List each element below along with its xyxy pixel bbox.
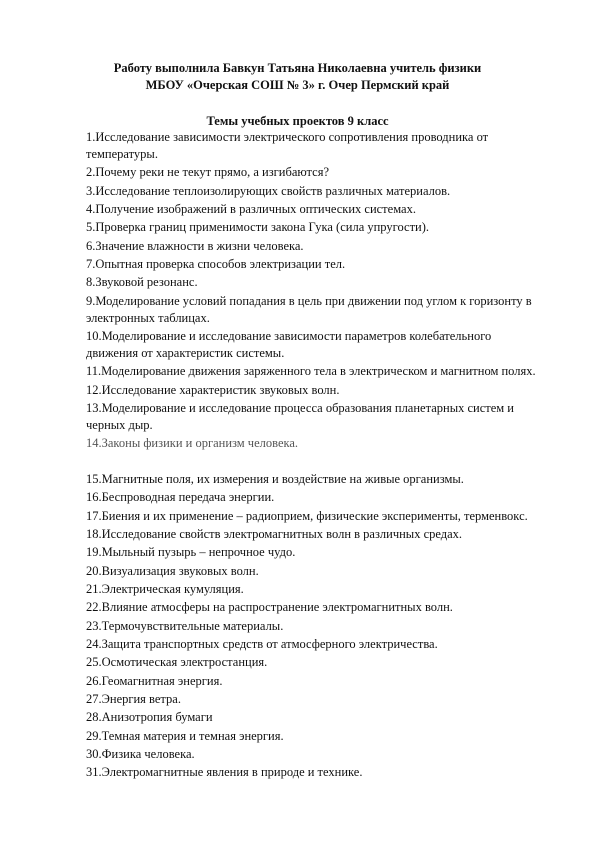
list-item: 7.Опытная проверка способов электризации тел. [86,257,346,272]
list-item: 30.Физика человека. [86,746,195,761]
list-item: 8.Звуковой резонанс. [86,275,198,290]
list-item: 26.Геомагнитная энергия. [86,673,223,688]
list-item: 14.Законы физики и организм человека. [86,436,299,451]
list-item: 5.Проверка границ применимости закона Гука (сила упругости). [86,220,430,235]
list-item: 19.Мыльный пузырь – непрочное чудо. [86,545,296,560]
spacer [86,454,546,471]
list-item: 22.Влияние атмосферы на распространение электромагнитных волн. [86,600,453,615]
list-item: 15.Магнитные поля, их измерения и воздействие на живые организмы. [86,471,464,486]
list-item: 3.Исследование теплоизолирующих свойств различных материалов. [86,183,451,198]
list-item: 18.Исследование свойств электромагнитных волн в различных средах. [86,526,463,541]
topics-list [86,129,546,783]
list-item: 2.Почему реки не текут прямо, а изгибаются? [86,165,329,180]
school-line: МБОУ «Очерская СОШ № 3» г. Очер Пермский край [145,78,450,92]
list-item: 6.Значение влажности в жизни человека. [86,238,304,253]
list-item: 28.Анизотропия бумаги [86,710,213,725]
list-item: 1.Исследование зависимости электрического сопротивления проводника от температуры. [86,130,489,161]
author-line: Работу выполнила Бавкун Татьяна Николаевна учитель физики [113,61,482,75]
list-item: 23.Термочувствительные материалы. [86,618,284,633]
list-item: 24.Защита транспортных средств от атмосферного электричества. [86,636,438,651]
list-item: 10.Моделирование и исследование зависимости параметров колебательного движения от характеристик системы. [86,329,492,361]
list-item: 20.Визуализация звуковых волн. [86,563,259,578]
list-item: 29.Темная материя и темная энергия. [86,728,284,743]
list-item: 21.Электрическая кумуляция. [86,581,244,596]
list-item: 12.Исследование характеристик звуковых волн. [86,382,340,397]
list-item: 27.Энергия ветра. [86,691,181,706]
list-item: 17.Биения и их применение – радиоприем, физические эксперименты, терменвокс. [86,508,528,523]
list-item: 31.Электромагнитные явления в природе и технике. [86,765,363,780]
list-item: 9.Моделирование условий попадания в цель при движении под углом к горизонту в электронных таблицах. [86,293,532,325]
list-item: 13.Моделирование и исследование процесса образования планетарных систем и черных дыр. [86,401,514,433]
list-item: 25.Осмотическая электростанция. [86,655,268,670]
page-title: Темы учебных проектов 9 класс [206,114,389,128]
list-item: 16.Беспроводная передача энергии. [86,490,275,505]
list-item: 11.Моделирование движения заряженного тела в электрическом и магнитном полях. [86,364,536,379]
list-item: 4.Получение изображений в различных оптических системах. [86,202,416,217]
